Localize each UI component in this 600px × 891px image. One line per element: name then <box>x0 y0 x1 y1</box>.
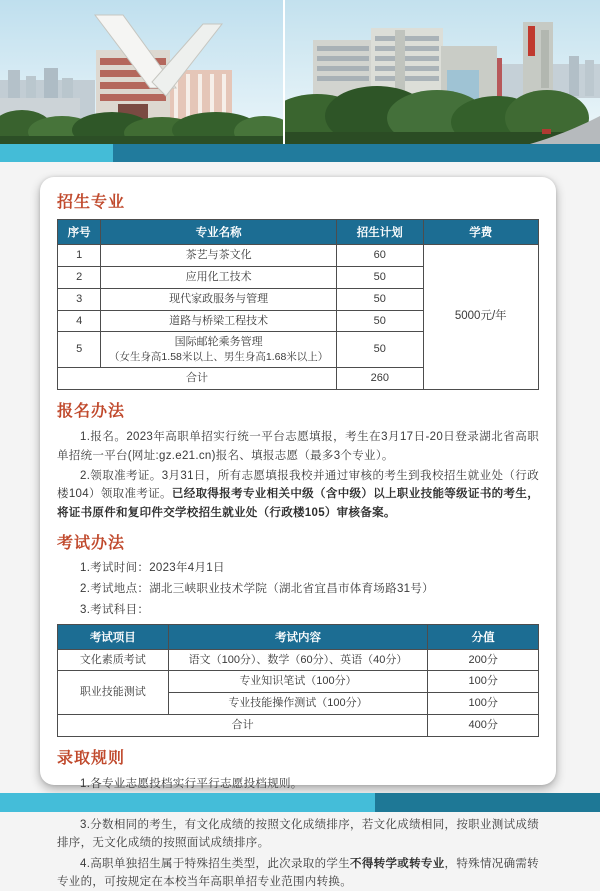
col-header-exam-item: 考试项目 <box>58 624 169 649</box>
table-row <box>58 245 539 267</box>
exam-item-time: 1.考试时间：2023年4月1日 <box>80 562 225 575</box>
accent-bar-dark-segment <box>375 793 600 812</box>
cell-no: 2 <box>58 266 101 288</box>
cell-exam-score: 200分 <box>428 649 539 671</box>
section-title-registration: 报名办法 <box>57 403 126 421</box>
section-title-exam: 考试办法 <box>57 535 126 553</box>
registration-paragraph-2-normal: 2.领取准考证。3月31日，所有志愿填报我校并通过审核的考生到我校招生就业处（行政楼104）领取准考证。 <box>57 470 539 501</box>
cell-plan: 50 <box>336 332 423 368</box>
admission-rule-4-pre: 4.高职单独招生属于特殊招生类型，此次录取的学生 <box>80 857 351 870</box>
cell-total-plan: 260 <box>336 368 423 390</box>
exam-table <box>57 624 539 737</box>
cell-exam-content: 专业技能操作测试（100分） <box>168 693 428 715</box>
col-header-tuition: 学费 <box>423 220 538 245</box>
cell-plan: 50 <box>336 266 423 288</box>
majors-table <box>57 219 539 390</box>
registration-paragraph-2-bold: 已经取得报考专业相关中级（含中级）以上职业技能等级证书的考生，将证书原件和复印件交学校招生就业处（行政楼105）审核备案。 <box>57 488 539 519</box>
cell-major-name: 茶艺与茶文化 <box>101 245 337 267</box>
registration-paragraph-1: 1.报名。2023年高职单招实行统一平台志愿填报，考生在3月17日-20日登录湖北省高职单招统一平台(网址:gz.e21.cn)报名、填报志愿（最多3个专业）。 <box>57 431 539 462</box>
admission-rule-3: 3.分数相同的考生，有文化成绩的按照文化成绩排序，若文化成绩相同，按职业测试成绩排序，无文化成绩的按照面试成绩排序。 <box>57 818 539 850</box>
cell-major-name: 道路与桥梁工程技术 <box>101 310 337 332</box>
footer-accent-bar <box>0 793 600 812</box>
cell-major-name: 应用化工技术 <box>101 266 337 288</box>
major-name-note: （女生身高1.58米以上、男生身高1.68米以上） <box>108 351 329 364</box>
campus-photo-banner <box>0 0 600 144</box>
section-title-majors: 招生专业 <box>57 194 126 211</box>
accent-bar-light-segment <box>0 793 375 812</box>
admission-info-card <box>40 177 556 888</box>
col-header-major-name: 专业名称 <box>101 220 337 245</box>
cell-exam-content: 语文（100分）、数学（60分）、英语（40分） <box>168 649 428 671</box>
cell-major-name <box>101 332 337 368</box>
cell-major-name: 现代家政服务与管理 <box>101 288 337 310</box>
cell-tuition: 5000元/年 <box>423 245 538 390</box>
cell-no: 1 <box>58 245 101 267</box>
cell-exam-score: 100分 <box>428 693 539 715</box>
col-header-plan: 招生计划 <box>336 220 423 245</box>
admission-rule-1: 1.各专业志愿投档实行平行志愿投档规则。 <box>80 778 303 790</box>
cell-total-label: 合计 <box>58 368 337 390</box>
col-header-exam-score: 分值 <box>428 624 539 649</box>
exam-item-subjects: 3.考试科目： <box>80 603 150 616</box>
admission-rule-4 <box>57 855 539 891</box>
cell-exam-score: 100分 <box>428 671 539 693</box>
major-name-line: 国际邮轮乘务管理 <box>174 336 263 349</box>
admission-rule-4-post: ，特殊情况确需转专业的，可按规定在本校当年高职单招专业范围内转换。 <box>57 857 539 888</box>
accent-bar-dark-segment <box>113 144 600 162</box>
cell-exam-item: 职业技能测试 <box>58 671 169 715</box>
table-row <box>58 671 539 693</box>
campus-main-building-photo <box>0 0 283 144</box>
campus-aerial-photo <box>285 0 600 144</box>
cell-total-label: 合计 <box>58 715 428 737</box>
admission-rule-4-bold: 不得转学或转专业 <box>350 857 445 870</box>
cell-exam-item: 文化素质考试 <box>58 649 169 671</box>
col-header-exam-content: 考试内容 <box>168 624 428 649</box>
cell-exam-content: 专业知识笔试（100分） <box>168 671 428 693</box>
cell-plan: 50 <box>336 288 423 310</box>
cell-no: 3 <box>58 288 101 310</box>
cell-no: 5 <box>58 332 101 368</box>
col-header-no: 序号 <box>58 220 101 245</box>
accent-bar-light-segment <box>0 144 113 162</box>
exam-item-location: 2.考试地点：湖北三峡职业技术学院（湖北省宜昌市体育场路31号） <box>80 583 434 595</box>
cell-plan: 60 <box>336 245 423 267</box>
cell-total-score: 400分 <box>428 715 539 737</box>
banner-accent-bar <box>0 144 600 162</box>
cell-plan: 50 <box>336 310 423 332</box>
exam-table-header-row <box>58 624 539 649</box>
majors-table-header-row <box>58 220 539 245</box>
cell-no: 4 <box>58 310 101 332</box>
table-total-row <box>58 715 539 737</box>
section-title-admission: 录取规则 <box>57 750 126 767</box>
registration-paragraph-2 <box>57 467 539 522</box>
table-row <box>58 649 539 671</box>
